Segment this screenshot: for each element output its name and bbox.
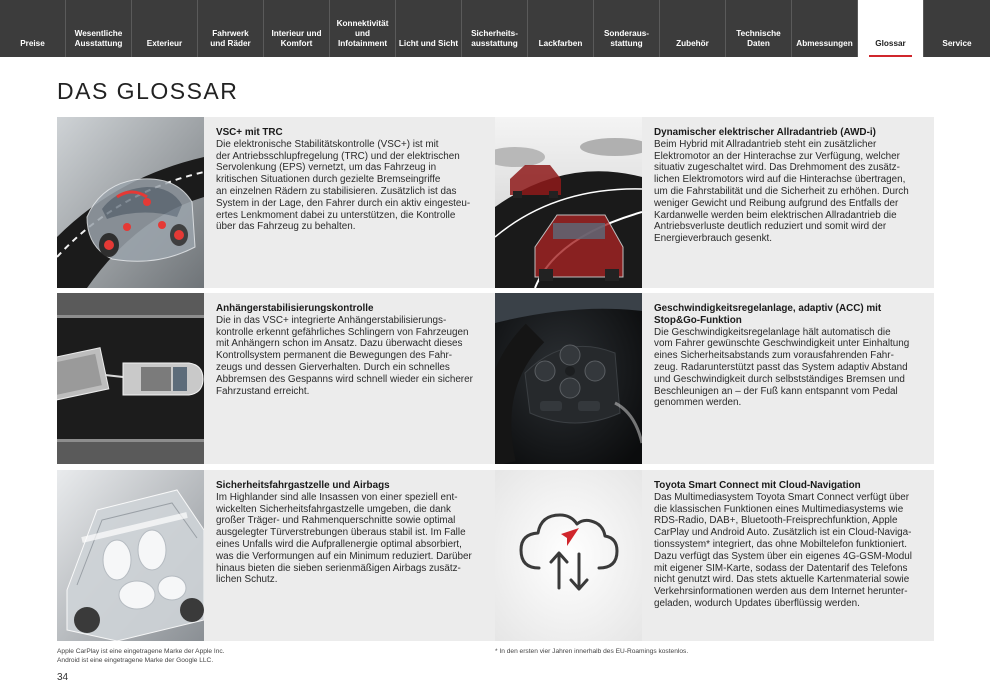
card-body: Die elektronische Stabilitätskontrolle (VSC+) ist mit der Antriebsschlupfregelung (TRC) und der elektrischen Servolenkung (EPS) vernetzt, um das Fahrzeug in kritischen Situationen durch gezielte Bremseingriffe an einzelnen Rädern zu stabilisieren. Zusätzlich ist das System in der Lage, den Fahrer durch ein aktiv eingesteu- ertes Lenkmoment dabei zu unterstützen, die Kontrolle über das Fahrzeug zu behalten.	[216, 138, 471, 233]
roaming-footnote: * In den ersten vier Jahren innerhalb des EU-Roamings kostenlos.	[495, 648, 689, 655]
glossary-card-smart-connect	[495, 470, 934, 641]
card-body: Beim Hybrid mit Allradantrieb steht ein zusätzlicher Elektromotor an der Hinterachse zur Verfügung, welcher situativ zugeschaltet wird. Das Drehmoment des zusätz- lichen Elektromotors wird auf die Hinterachse übertragen, um die Fahrstabilität und die Sicherheit zu erhöhen. Durch weniger Gewicht und Reibung aufgrund des Entfalls der Kardanwelle werden beim elektrischen Allradantrieb die Antriebsverluste deutlich reduziert und somit wird der Energieverbrauch gesenkt.	[654, 138, 909, 245]
trailer-top-view-illustration	[57, 293, 204, 464]
top-navigation	[0, 0, 990, 57]
tab-konnektivitaet[interactable]: Konnektivität und Infotainment	[330, 0, 395, 57]
card-title: Sicherheitsfahrgastzelle und Airbags	[216, 480, 390, 491]
tab-exterieur[interactable]: Exterieur	[132, 0, 197, 57]
tab-interieur[interactable]: Interieur und Komfort	[264, 0, 329, 57]
tab-zubehoer[interactable]: Zubehör	[660, 0, 725, 57]
tab-licht-und-sicht[interactable]: Licht und Sicht	[396, 0, 461, 57]
card-body: Im Highlander sind alle Insassen von einer speziell ent- wickelten Sicherheitsfahrgastzelle umgeben, die dank großer Träger- und Rahmenquerschnitte sowie optimal ausgelegter Türverstrebungen überaus stabil ist. Im Falle eines Unfalls wird die Aufprallenergie optimal absorbiert, was die Verformungen auf ein Minimum reduziert. Darüber hinaus bieten die sieben serienmäßigen Airbags zusätz- lichen Schutz.	[216, 491, 472, 586]
card-title: Geschwindigkeitsregelanlage, adaptiv (ACC) mit Stop&Go-Funktion	[654, 303, 882, 326]
page-number: 34	[57, 672, 69, 683]
glossary-card-vsc	[57, 117, 496, 288]
card-title: VSC+ mit TRC	[216, 127, 283, 138]
tab-sicherheitsausstattung[interactable]: Sicherheits- ausstattung	[462, 0, 527, 57]
glossary-card-acc	[495, 293, 934, 464]
tab-glossar[interactable]: Glossar	[858, 0, 923, 57]
airbag-cutaway-illustration	[57, 470, 204, 641]
awd-car-on-road-illustration	[495, 117, 642, 288]
tab-service[interactable]: Service	[924, 0, 990, 57]
card-title: Anhängerstabilisierungskontrolle	[216, 303, 374, 314]
glossary-card-awd	[495, 117, 934, 288]
tab-sonderausstattung[interactable]: Sonderaus- stattung	[594, 0, 659, 57]
trademark-footnote: Apple CarPlay ist eine eingetragene Marke der Apple Inc. Android ist eine eingetragene Marke der Google LLC.	[57, 648, 225, 664]
card-title: Dynamischer elektrischer Allradantrieb (AWD-i)	[654, 127, 876, 138]
tab-technische-daten[interactable]: Technische Daten	[726, 0, 791, 57]
tab-abmessungen[interactable]: Abmessungen	[792, 0, 857, 57]
card-body: Das Multimediasystem Toyota Smart Connect verfügt über die klassischen Funktionen eines Multimediasystems wie RDS-Radio, DAB+, Bluetooth-Freisprechfunktion, Apple CarPlay und Android Auto. Zusätzlich ist ein Cloud-Naviga- tionssystem* integriert, das ohne Mobiltelefon funktioniert. Dazu verfügt das System über ein eigenes 4G-GSM-Modul mit eigener SIM-Karte, sodass der Datentarif des Telefons nicht genutzt wird. Das stets aktuelle Kartenmaterial sowie Verkehrsinformationen werden aus dem Internet herunter- geladen, wodurch Updates überflüssig werden.	[654, 491, 912, 609]
card-title: Toyota Smart Connect mit Cloud-Navigation	[654, 480, 861, 491]
steering-wheel-buttons-photo	[495, 293, 642, 464]
glossary-card-trailer-stability	[57, 293, 496, 464]
card-body: Die Geschwindigkeitsregelanlage hält automatisch die vom Fahrer gewünschte Geschwindigkeit unter Einhaltung eines Sicherheitsabstands zum vorausfahrenden Fahr- zeug. Radarunterstützt passt das System adaptiv Abstand und Geschwindigkeit durch selbstständiges Bremsen und Beschleunigen an – der Fuß kann entspannt vom Pedal genommen werden.	[654, 326, 910, 409]
page-title: DAS GLOSSAR	[57, 78, 239, 104]
glossary-card-airbags	[57, 470, 496, 641]
tab-wesentliche-ausstattung[interactable]: Wesentliche Ausstattung	[66, 0, 131, 57]
cloud-navigation-icon	[495, 470, 642, 641]
card-body: Die in das VSC+ integrierte Anhängerstabilisierungs- kontrolle erkennt gefährliches Schlingern von Fahrzeugen mit Anhängern schon im Ansatz. Dazu überwacht dieses Kontrollsystem permanent die Bewegungen des Fahr- zeugs und dessen Gierverhalten. Durch ein schnelles Abbremsen des Gespanns wird schnell wieder ein sicherer Fahrzustand erreicht.	[216, 314, 473, 397]
tab-fahrwerk[interactable]: Fahrwerk und Räder	[198, 0, 263, 57]
car-stability-illustration	[57, 117, 204, 288]
tab-lackfarben[interactable]: Lackfarben	[528, 0, 593, 57]
tab-preise[interactable]: Preise	[0, 0, 65, 57]
